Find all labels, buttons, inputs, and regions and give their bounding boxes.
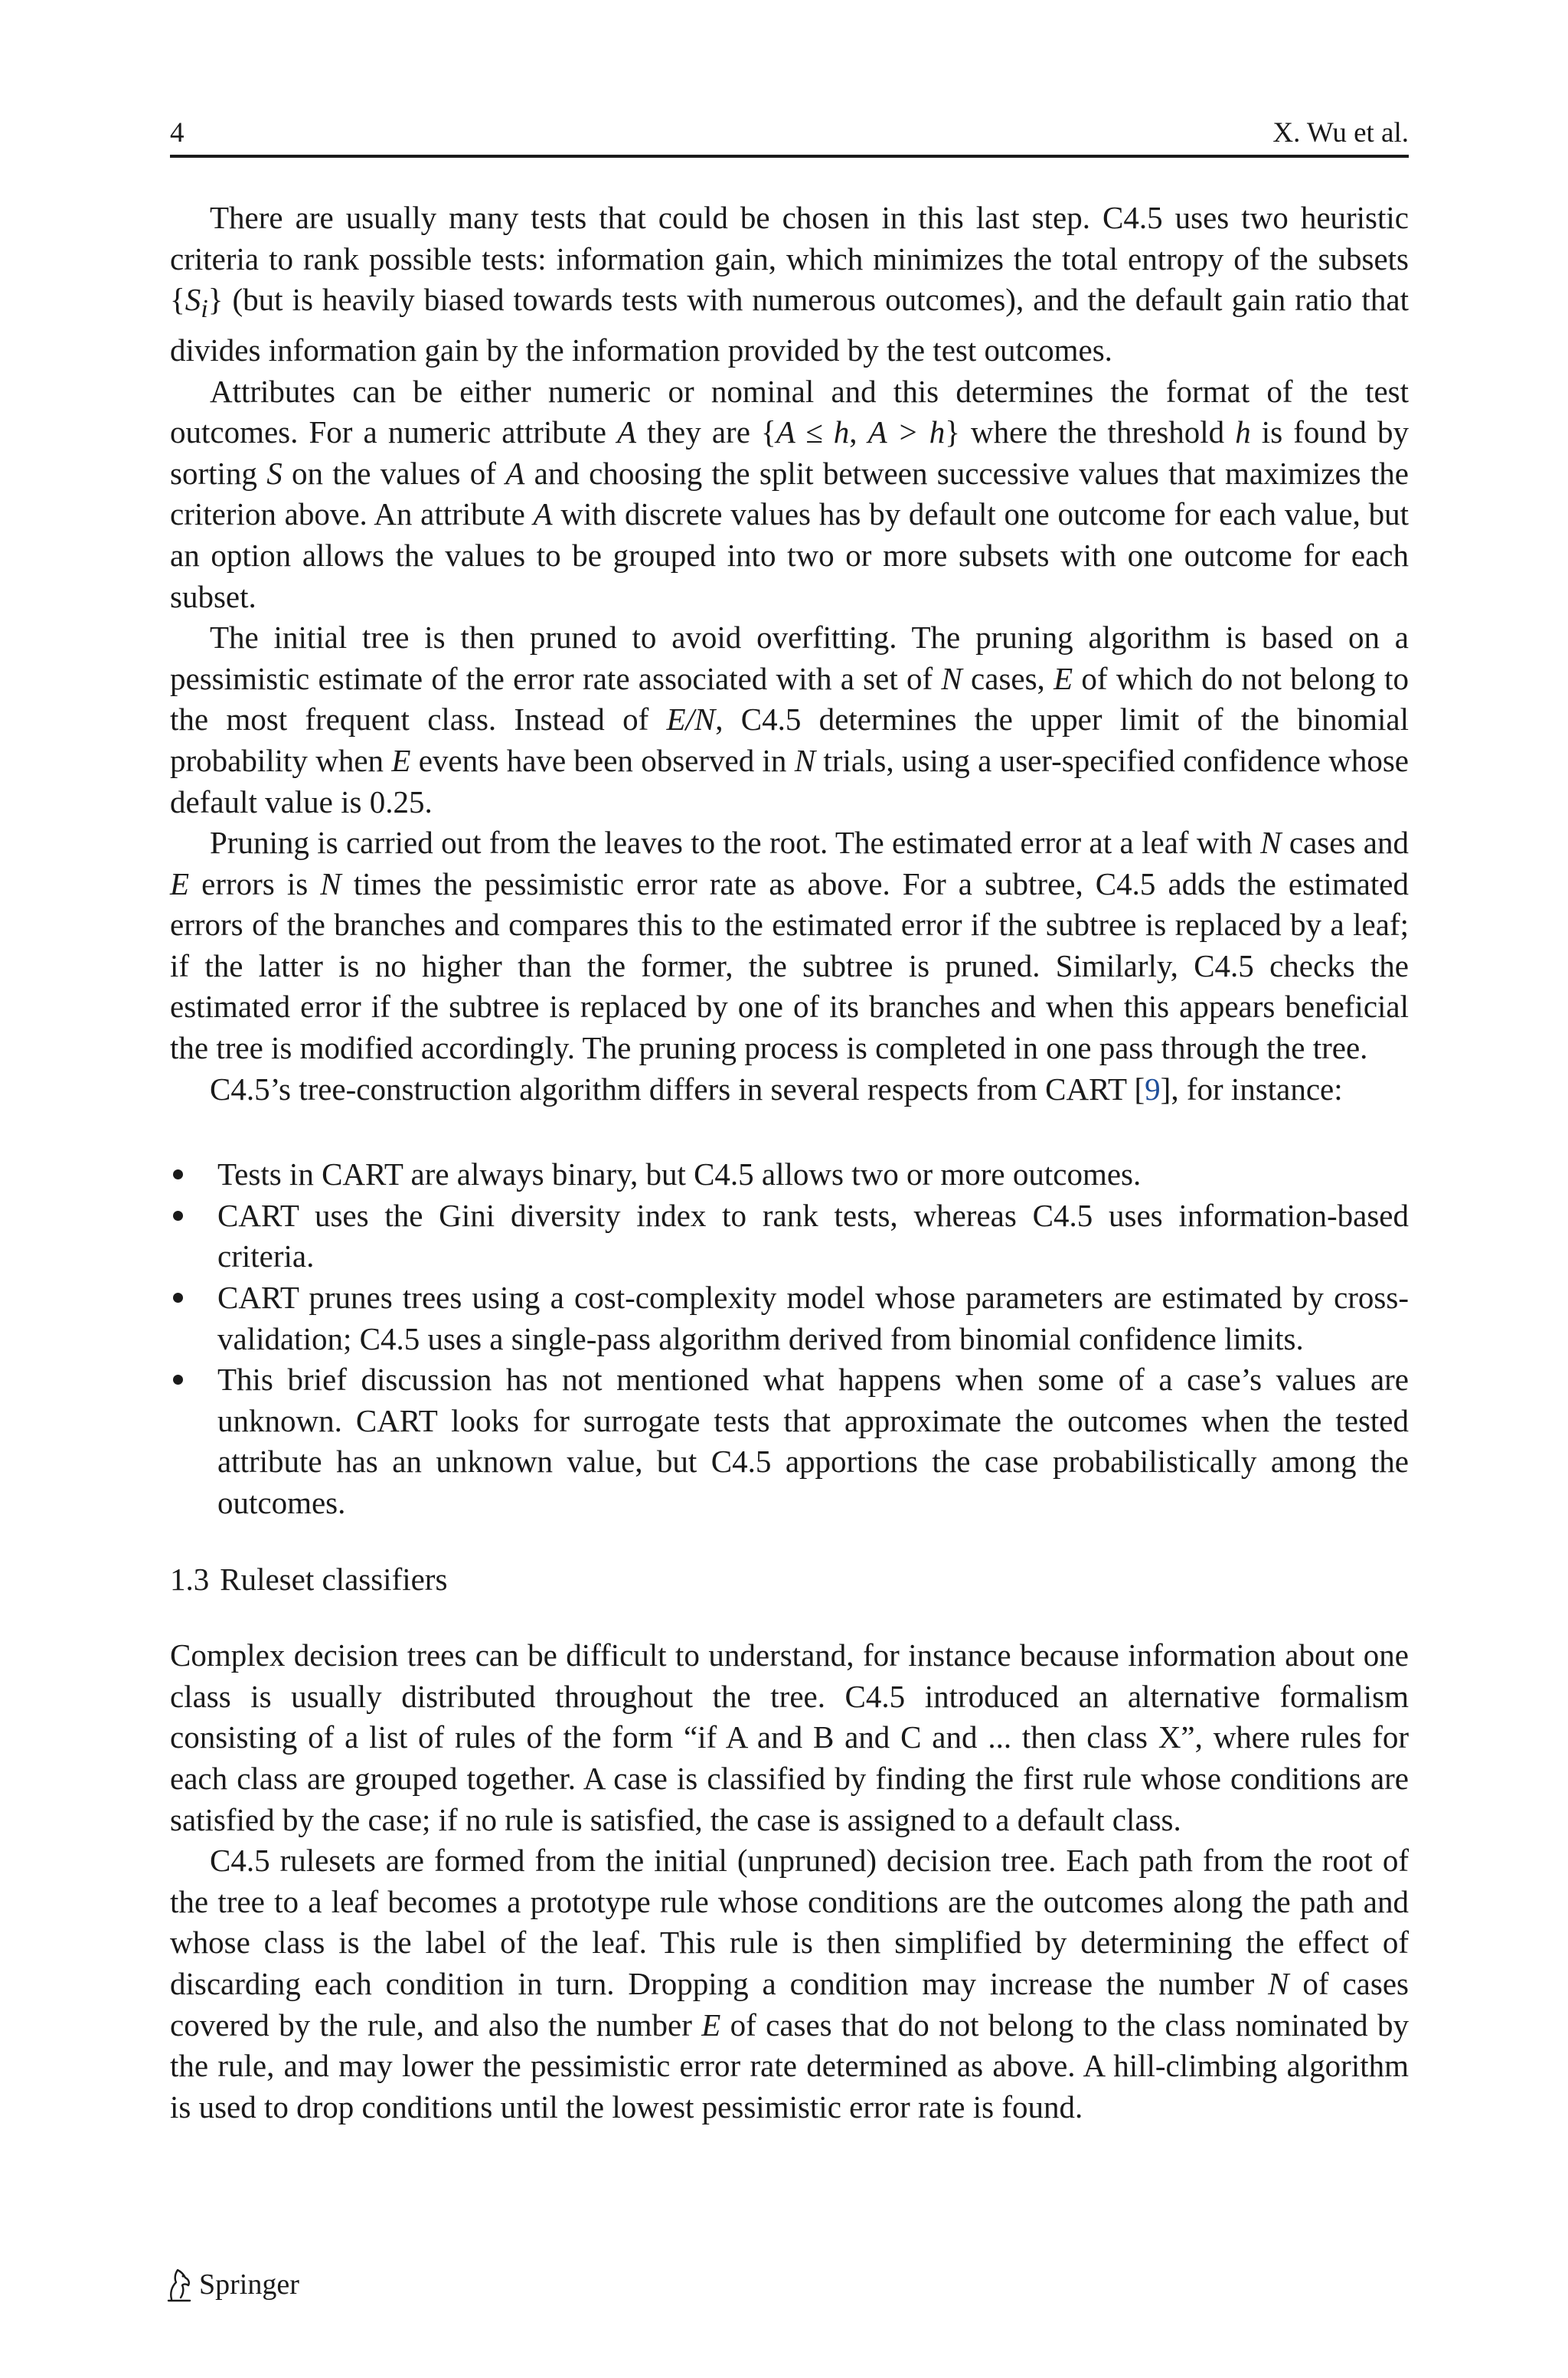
- list-item: CART prunes trees using a cost-complexity model whose parameters are estimated by cross-validation; C4.5 uses a single-pass algorithm derived from binomial confidence limits.: [170, 1277, 1409, 1359]
- paragraph-pruning: The initial tree is then pruned to avoid overfitting. The pruning algorithm is based on a pessimistic estimate of the error rate associated with a set of N cases, E of which do not belong to the most frequent class. Instead of E/N, C4.5 determines the upper limit of the binomial probability when E events have been observed in N trials, using a user-specified confidence whose default value is 0.25.: [170, 620, 1409, 819]
- paragraph-complex-trees: Complex decision trees can be difficult to understand, for instance because information about one class is usually distributed throughout the tree. C4.5 introduced an alternative formalism consisting of a list of rules of the form “if A and B and C and ... then class X”, where rules for each class are grouped together. A case is classified by finding the first rule whose conditions are satisfied by the case; if no rule is satisfied, the case is assigned to a default class.: [170, 1637, 1409, 1837]
- paragraph-pruning-process: Pruning is carried out from the leaves to the root. The estimated error at a leaf with N cases and E errors is N times the pessimistic error rate as above. For a subtree, C4.5 adds the estimated errors of the branches and compares this to the estimated error if the subtree is replaced by a leaf; if the latter is no higher than the former, the subtree is pruned. Similarly, C4.5 checks the estimated error if the subtree is replaced by one of its branches and when this appears beneficial the tree is modified accordingly. The pruning process is completed in one pass through the tree.: [170, 825, 1409, 1066]
- section-title: Ruleset classifiers: [220, 1561, 448, 1597]
- bullet-icon: [173, 1293, 183, 1303]
- running-head-authors: X. Wu et al.: [1272, 117, 1409, 149]
- paragraph-heuristic-criteria: There are usually many tests that could be chosen in this last step. C4.5 uses two heuristic criteria to rank possible tests: information gain, which minimizes the total entropy of the subsets $\{S_i\}$ (but is heavily biased towards tests with numerous outcomes), and the default gain ratio that divides information gain by the information provided by the test outcomes.: [170, 200, 1409, 368]
- springer-horse-icon: [167, 2267, 193, 2302]
- citation-link[interactable]: 9: [1145, 1071, 1161, 1107]
- paragraph-rulesets: C4.5 rulesets are formed from the initial (unpruned) decision tree. Each path from the root of the tree to a leaf becomes a prototype rule whose conditions are the outcomes along the path and whose class is the label of the leaf. This rule is then simplified by determining the effect of discarding each condition in turn. Dropping a condition may increase the number N of cases covered by the rule, and also the number E of cases that do not belong to the class nominated by the rule, and may lower the pessimistic error rate determined as above. A hill-climbing algorithm is used to drop conditions until the lowest pessimistic error rate is found.: [170, 1843, 1409, 2124]
- paragraph-cart-comparison: C4.5’s tree-construction algorithm differs in several respects from CART [9], for instance:: [210, 1071, 1343, 1107]
- bullet-icon: [173, 1211, 183, 1221]
- page-number: 4: [170, 117, 185, 149]
- publisher-logo: [167, 2267, 299, 2302]
- section-number: 1.3: [170, 1561, 210, 1597]
- list-item: Tests in CART are always binary, but C4.5 allows two or more outcomes.: [170, 1154, 1409, 1196]
- bullet-icon: [173, 1169, 183, 1179]
- list-item: CART uses the Gini diversity index to rank tests, whereas C4.5 uses information-based criteria.: [170, 1196, 1409, 1277]
- paragraph-attributes: Attributes can be either numeric or nominal and this determines the format of the test outcomes. For a numeric attribute A they are {A ≤ h, A > h} where the threshold h is found by sorting S on the values of A and choosing the split between successive values that maximizes the criterion above. An attribute A with discrete values has by default one outcome for each value, but an option allows the values to be grouped into two or more subsets with one outcome for each subset.: [170, 373, 1410, 614]
- body-text: [170, 198, 1409, 2128]
- page-content: [170, 112, 1409, 2128]
- running-head: [170, 112, 1409, 158]
- bullet-list: [170, 1154, 1409, 1523]
- math-subset-s: $S_i$: [185, 282, 208, 324]
- publisher-name: Springer: [199, 2268, 299, 2301]
- list-item: This brief discussion has not mentioned what happens when some of a case’s values are unknown. CART looks for surrogate tests that approximate the outcomes when the tested attribute has an unknown value, but C4.5 apportions the case probabilistically among the outcomes.: [170, 1359, 1409, 1523]
- section-heading: [170, 1559, 1409, 1601]
- bullet-icon: [173, 1375, 183, 1385]
